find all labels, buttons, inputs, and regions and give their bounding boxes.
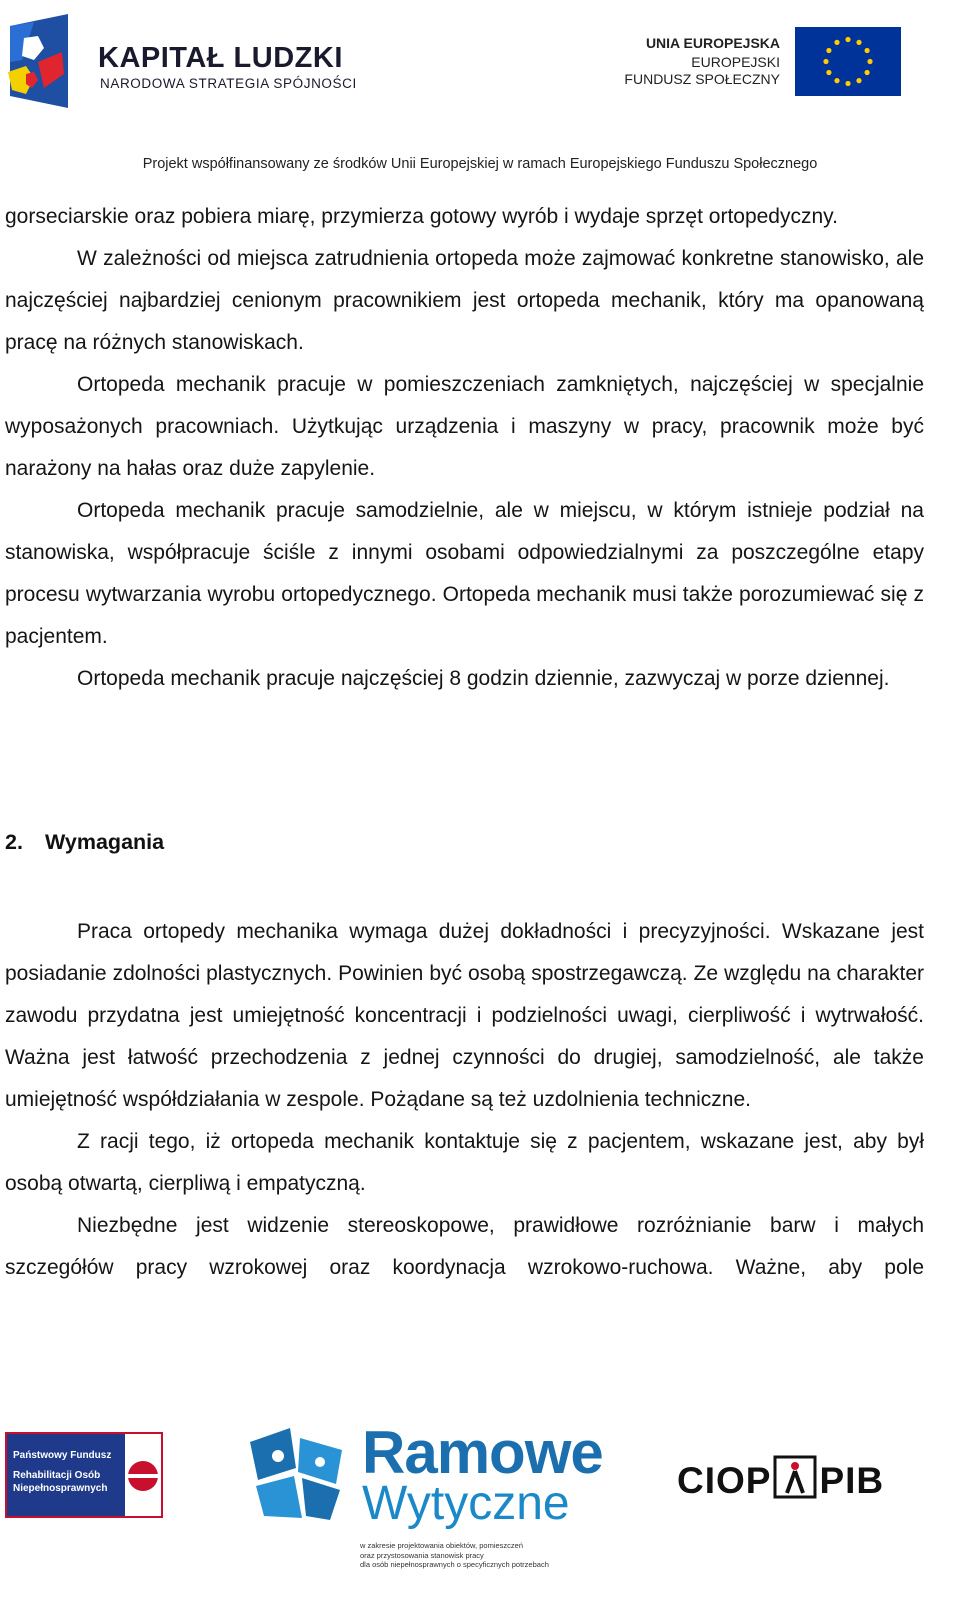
ciop-text: CIOP	[677, 1460, 772, 1501]
ramowe-wytyczne-caption	[360, 1541, 600, 1570]
paragraph-4: Ortopeda mechanik pracuje samodzielnie, ale w miejscu, w którym istnieje podział na stanowiska, współpracuje ściśle z innymi osobami odpowiedzialnymi za poszczególne etapy procesu wytwarzania wyrobu ortopedycznego. Ortopeda mechanik musi także porozumiewać się z pacjentem.	[5, 499, 924, 648]
eu-label-line1: UNIA EUROPEJSKA	[645, 35, 780, 51]
eu-star-icon	[865, 70, 870, 75]
eu-star-icon	[826, 48, 831, 53]
eu-star-icon	[845, 37, 850, 42]
eu-star-icon	[856, 78, 861, 83]
paragraph-5: Ortopeda mechanik pracuje najczęściej 8 godzin dziennie, zazwyczaj w porze dziennej.	[77, 667, 890, 690]
section-title: Wymagania	[45, 830, 165, 854]
eu-flag-icon	[795, 27, 901, 96]
paragraph-1: gorseciarskie oraz pobiera miarę, przymierza gotowy wyrób i wydaje sprzęt ortopedyczny.	[5, 205, 838, 228]
eu-star-icon	[834, 78, 839, 83]
caption-line3: dla osób niepełnosprawnych o specyficznych potrzebach	[360, 1560, 549, 1570]
pib-text: PIB	[819, 1460, 885, 1501]
person-figure-icon	[773, 1455, 817, 1499]
text-block-top	[5, 196, 924, 700]
pfron-logo	[5, 1432, 163, 1518]
paragraph-6: Praca ortopedy mechanika wymaga dużej dokładności i precyzyjności. Wskazane jest posiadanie zdolności plastycznych. Powinien być osobą spostrzegawczą. Ze względu na charakter zawodu przydatna jest umiejętność koncentracji i podzielności uwagi, cierpliwość i wytrwałość. Ważna jest łatwość przechodzenia z jednej czynności do drugiej, samodzielność, ale także umiejętność współdziałania w zespole. Pożądane są też uzdolnienia techniczne.	[5, 920, 924, 1111]
eu-star-icon	[856, 40, 861, 45]
pfron-lines-2-3	[13, 1469, 107, 1495]
paragraph-2: W zależności od miejsca zatrudnienia ortopeda może zajmować konkretne stanowisko, ale najczęściej najbardziej cenionym pracownikiem jest ortopeda mechanik, który ma opanowaną pracę na różnych stanowiskach.	[5, 247, 924, 354]
ramowe-wytyczne-emblem-icon	[250, 1428, 350, 1520]
wytyczne-title: Wytyczne	[362, 1477, 570, 1530]
ramowe-title: Ramowe	[362, 1419, 603, 1486]
project-cofinancing-note: Projekt współfinansowany ze środków Unii Europejskiej w ramach Europejskiego Funduszu Społecznego	[142, 156, 818, 172]
eu-star-icon	[867, 59, 872, 64]
paragraph-8: Niezbędne jest widzenie stereoskopowe, prawidłowe rozróżnianie barw i małych szczegółów pracy wzrokowej oraz koordynacja wzrokowo-ruchowa. Ważne, aby pole	[5, 1214, 924, 1279]
eu-label-line2: EUROPEJSKI	[691, 54, 780, 70]
eu-star-icon	[845, 81, 850, 86]
paragraph-3: Ortopeda mechanik pracuje w pomieszczeniach zamkniętych, najczęściej w specjalnie wyposażonych pracowniach. Użytkując urządzenia i maszyny w pracy, pracownik może być narażony na hałas oraz duże zapylenie.	[5, 373, 924, 480]
section-heading	[5, 830, 164, 855]
pfron-line3: Niepełnosprawnych	[13, 1483, 108, 1494]
paragraph-7: Z racji tego, iż ortopeda mechanik kontaktuje się z pacjentem, wskazane jest, aby był osobą otwartą, cierpliwą i empatyczną.	[5, 1130, 924, 1195]
kapital-ludzki-logo-icon	[4, 8, 74, 116]
ciop-pib-logo	[677, 1455, 884, 1502]
eu-star-icon	[865, 48, 870, 53]
pfron-line1: Państwowy Fundusz	[13, 1450, 112, 1461]
eu-star-icon	[826, 70, 831, 75]
kapital-ludzki-title: KAPITAŁ LUDZKI	[98, 42, 343, 74]
caption-line2: oraz przystosowania stanowisk pracy	[360, 1550, 484, 1560]
caption-line1: w zakresie projektowania obiektów, pomieszczeń	[360, 1541, 523, 1550]
pfron-line2: Rehabilitacji Osób	[13, 1470, 101, 1481]
eu-star-icon	[834, 40, 839, 45]
text-block-bottom	[5, 911, 924, 1289]
page-header	[0, 0, 960, 185]
section-number: 2.	[5, 830, 23, 854]
eu-label-line3: FUNDUSZ SPOŁECZNY	[624, 71, 780, 87]
eu-star-icon	[823, 59, 828, 64]
kapital-ludzki-subtitle: NARODOWA STRATEGIA SPÓJNOŚCI	[100, 76, 357, 91]
